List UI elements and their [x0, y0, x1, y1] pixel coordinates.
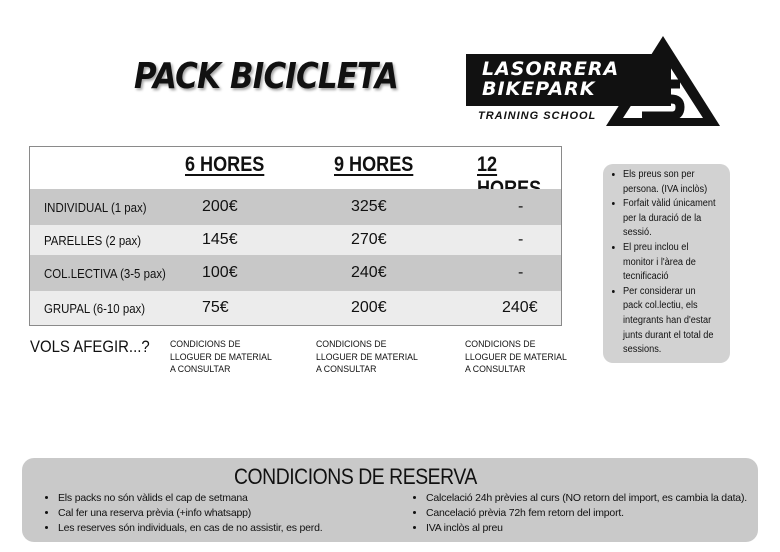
list-item: • Cal fer una reserva prèvia (+info whatsapp): [58, 506, 322, 521]
row-name: INDIVIDUAL (1 pax): [44, 199, 147, 215]
table-row: [30, 291, 561, 325]
price-6h: 200€: [202, 198, 238, 215]
price-6h: 145€: [202, 231, 238, 248]
table-row: [30, 225, 561, 255]
list-item: • Per considerar un pack col.lectiu, els integrants han d'estar junts durant el total de sessions.: [623, 285, 716, 358]
conditions-list-right: [412, 491, 747, 536]
table-header-row: [30, 147, 561, 189]
logo-line-2: BIKEPARK: [482, 78, 596, 100]
page-title: PACK BICICLETA: [134, 56, 398, 97]
header-12-hores: 12: [477, 153, 498, 176]
rental-note: CONDICIONS DE LLOGUER DE MATERIAL A CONSULTAR: [170, 339, 272, 375]
side-notes-list: [609, 168, 724, 358]
price-6h: 75€: [202, 299, 229, 316]
header-6-hores: 6 HORES: [185, 153, 265, 176]
list-item: • Cancelació prèvia 72h fem retorn del import.: [426, 506, 747, 521]
list-item: • Les reserves són individuals, en cas de no assistir, es perd.: [58, 521, 322, 536]
list-item: • Els preus son per persona. (IVA inclòs): [623, 168, 716, 197]
booking-conditions-box: [22, 458, 758, 542]
extras-label: VOLS AFEGIR...?: [30, 337, 150, 356]
price-12h: -: [518, 264, 524, 281]
booking-conditions-title: CONDICIONS DE RESERVA: [234, 464, 477, 489]
list-item: • El preu inclou el monitor i l'àrea de tecnificació: [623, 241, 716, 285]
table-row: [30, 255, 561, 291]
price-12h: -: [518, 231, 524, 248]
list-item: • IVA inclòs al preu: [426, 521, 747, 536]
price-9h: 325€: [351, 198, 387, 215]
list-item: • Calcelació 24h prèvies al curs (NO retorn del import, es cambia la data).: [426, 491, 747, 506]
price-table: [29, 146, 562, 326]
header-9-hores: 9 HORES: [334, 153, 414, 176]
rental-note: CONDICIONS DE LLOGUER DE MATERIAL A CONSULTAR: [316, 339, 418, 375]
price-9h: 240€: [351, 264, 387, 281]
price-12h: -: [518, 198, 524, 215]
list-item: • Els packs no són vàlids el cap de setmana: [58, 491, 322, 506]
price-9h: 200€: [351, 299, 387, 316]
price-9h: 270€: [351, 231, 387, 248]
rental-note: CONDICIONS DE LLOGUER DE MATERIAL A CONSULTAR: [465, 339, 567, 375]
brand-logo: [466, 32, 726, 132]
logo-tagline: TRAINING SCHOOL: [478, 110, 597, 122]
table-row: [30, 189, 561, 225]
conditions-list-left: [44, 491, 322, 536]
price-12h: 240€: [502, 299, 538, 316]
list-item: • Forfait vàlid únicament per la duració de la sessió.: [623, 197, 716, 241]
side-notes-box: [603, 164, 730, 363]
logo-line-1: LASORRERA: [482, 58, 620, 80]
price-6h: 100€: [202, 264, 238, 281]
row-name: GRUPAL (6-10 pax): [44, 300, 146, 316]
row-name: PARELLES (2 pax): [44, 232, 142, 248]
row-name: COL.LECTIVA (3-5 pax): [44, 265, 166, 281]
